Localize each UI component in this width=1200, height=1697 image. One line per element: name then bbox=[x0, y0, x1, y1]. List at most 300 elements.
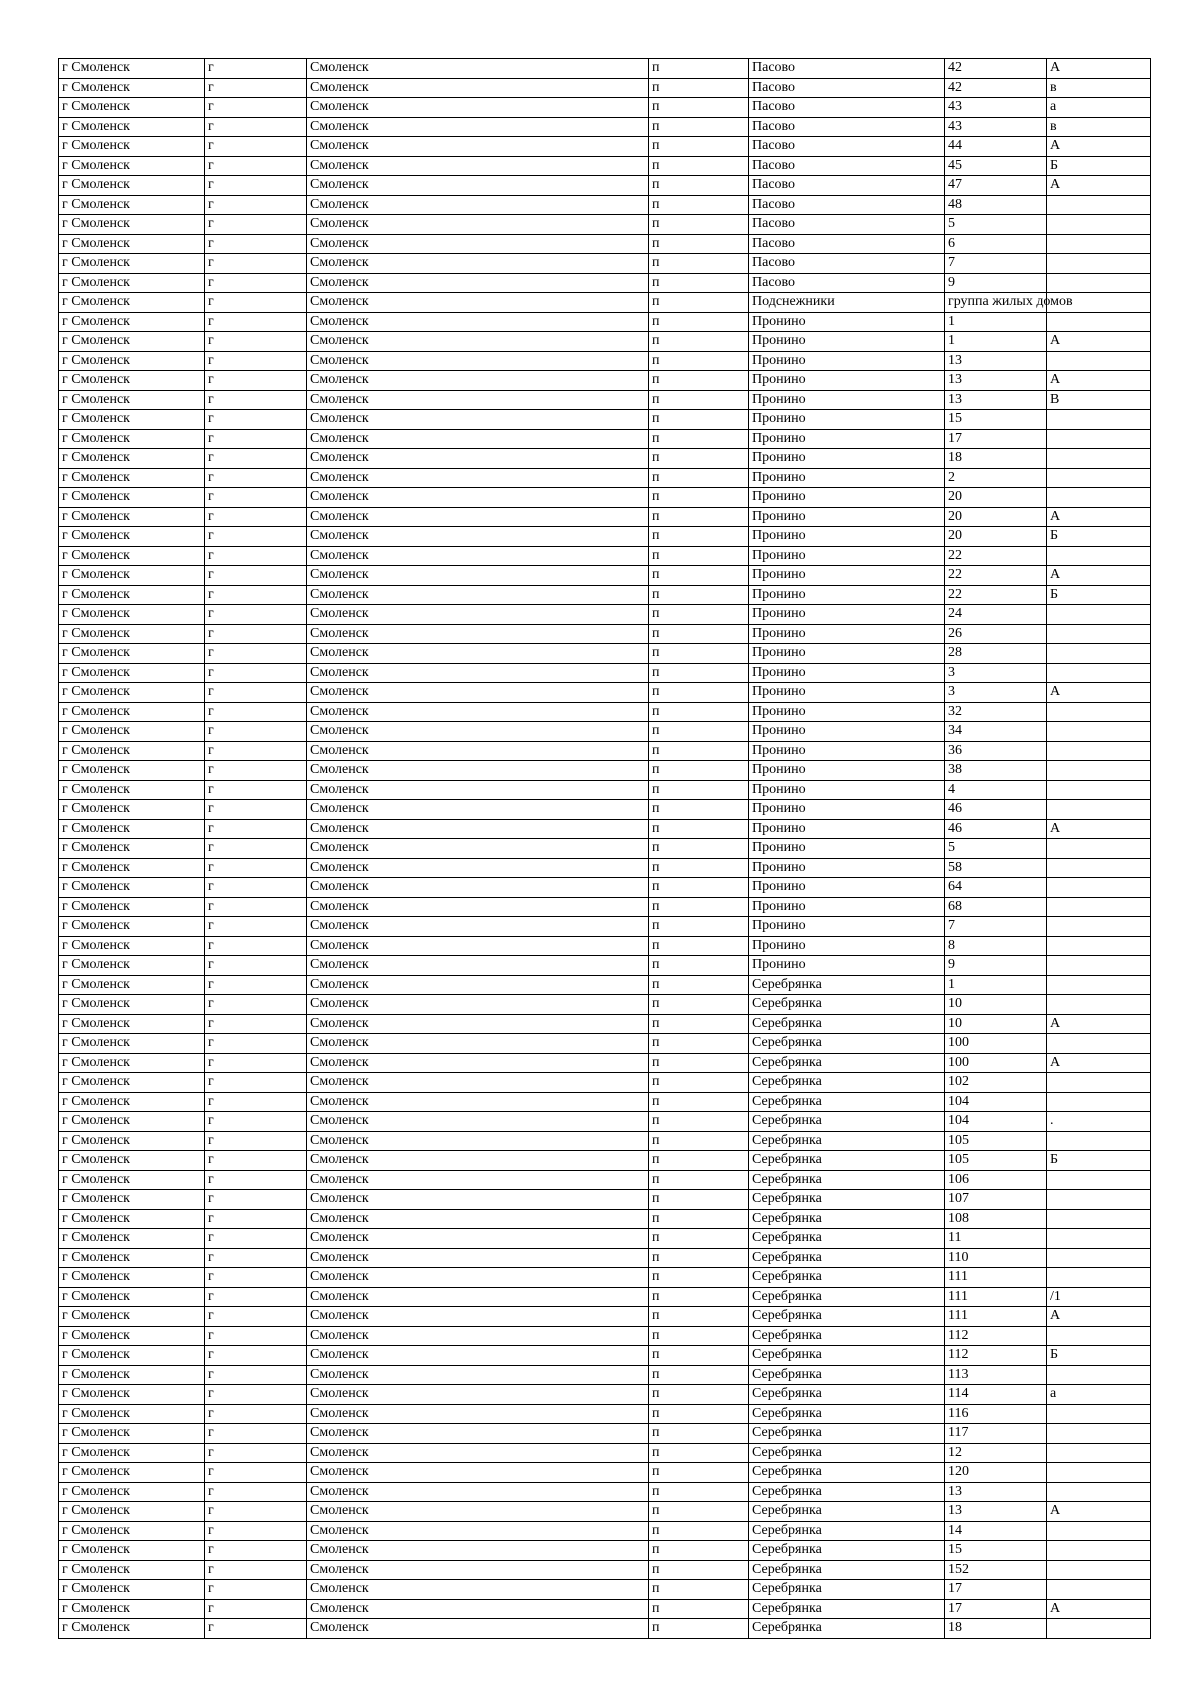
city-type-cell: г bbox=[205, 1190, 307, 1210]
city-type-cell: г bbox=[205, 507, 307, 527]
table-row bbox=[59, 156, 1151, 176]
city-type-cell: г bbox=[205, 722, 307, 742]
settlement-type-cell: п bbox=[649, 371, 749, 391]
city-type-cell: г bbox=[205, 156, 307, 176]
house-number-cell: 104 bbox=[945, 1112, 1047, 1132]
table-row bbox=[59, 917, 1151, 937]
settlement-cell: Пронино bbox=[749, 878, 945, 898]
house-number-cell: 22 bbox=[945, 585, 1047, 605]
house-letter-cell: А bbox=[1047, 176, 1151, 196]
settlement-cell: Серебрянка bbox=[749, 1385, 945, 1405]
table-row bbox=[59, 234, 1151, 254]
region-cell: г Смоленск bbox=[59, 995, 205, 1015]
table-row bbox=[59, 722, 1151, 742]
house-letter-cell bbox=[1047, 1073, 1151, 1093]
house-number-cell: 20 bbox=[945, 507, 1047, 527]
city-cell: Смоленск bbox=[307, 702, 649, 722]
house-letter-cell: а bbox=[1047, 1385, 1151, 1405]
region-cell: г Смоленск bbox=[59, 449, 205, 469]
city-cell: Смоленск bbox=[307, 819, 649, 839]
settlement-cell: Серебрянка bbox=[749, 1092, 945, 1112]
house-number-cell: 106 bbox=[945, 1170, 1047, 1190]
table-row bbox=[59, 1482, 1151, 1502]
settlement-type-cell: п bbox=[649, 137, 749, 157]
house-letter-cell bbox=[1047, 195, 1151, 215]
house-number-cell: 42 bbox=[945, 78, 1047, 98]
settlement-cell: Серебрянка bbox=[749, 1443, 945, 1463]
house-letter-cell bbox=[1047, 1170, 1151, 1190]
settlement-type-cell: п bbox=[649, 702, 749, 722]
house-letter-cell: А bbox=[1047, 137, 1151, 157]
table-row bbox=[59, 566, 1151, 586]
settlement-type-cell: п bbox=[649, 1424, 749, 1444]
city-cell: Смоленск bbox=[307, 1268, 649, 1288]
city-cell: Смоленск bbox=[307, 429, 649, 449]
settlement-type-cell: п bbox=[649, 1014, 749, 1034]
table-row bbox=[59, 683, 1151, 703]
city-type-cell: г bbox=[205, 332, 307, 352]
city-type-cell: г bbox=[205, 1326, 307, 1346]
city-cell: Смоленск bbox=[307, 390, 649, 410]
settlement-cell: Серебрянка bbox=[749, 1190, 945, 1210]
settlement-cell: Серебрянка bbox=[749, 1482, 945, 1502]
region-cell: г Смоленск bbox=[59, 410, 205, 430]
settlement-type-cell: п bbox=[649, 1248, 749, 1268]
settlement-type-cell: п bbox=[649, 1580, 749, 1600]
table-row bbox=[59, 1443, 1151, 1463]
region-cell: г Смоленск bbox=[59, 1014, 205, 1034]
house-number-cell: 1 bbox=[945, 332, 1047, 352]
house-letter-cell bbox=[1047, 1521, 1151, 1541]
house-letter-cell bbox=[1047, 1424, 1151, 1444]
region-cell: г Смоленск bbox=[59, 332, 205, 352]
settlement-type-cell: п bbox=[649, 936, 749, 956]
settlement-cell: Пронино bbox=[749, 663, 945, 683]
house-number-cell: 112 bbox=[945, 1346, 1047, 1366]
settlement-type-cell: п bbox=[649, 1560, 749, 1580]
house-letter-cell: а bbox=[1047, 98, 1151, 118]
settlement-cell: Пронино bbox=[749, 722, 945, 742]
settlement-type-cell: п bbox=[649, 995, 749, 1015]
settlement-type-cell: п bbox=[649, 234, 749, 254]
settlement-cell: Пронино bbox=[749, 800, 945, 820]
settlement-cell: Пронино bbox=[749, 741, 945, 761]
city-type-cell: г bbox=[205, 605, 307, 625]
house-number-cell: 22 bbox=[945, 546, 1047, 566]
house-number-cell: 102 bbox=[945, 1073, 1047, 1093]
house-letter-cell bbox=[1047, 215, 1151, 235]
house-letter-cell bbox=[1047, 1131, 1151, 1151]
city-type-cell: г bbox=[205, 819, 307, 839]
region-cell: г Смоленск bbox=[59, 1443, 205, 1463]
table-row bbox=[59, 546, 1151, 566]
house-number-cell: 1 bbox=[945, 312, 1047, 332]
region-cell: г Смоленск bbox=[59, 156, 205, 176]
settlement-type-cell: п bbox=[649, 410, 749, 430]
region-cell: г Смоленск bbox=[59, 1463, 205, 1483]
table-row bbox=[59, 1424, 1151, 1444]
city-type-cell: г bbox=[205, 917, 307, 937]
city-type-cell: г bbox=[205, 1034, 307, 1054]
house-letter-cell bbox=[1047, 975, 1151, 995]
region-cell: г Смоленск bbox=[59, 468, 205, 488]
region-cell: г Смоленск bbox=[59, 780, 205, 800]
city-type-cell: г bbox=[205, 780, 307, 800]
city-type-cell: г bbox=[205, 1385, 307, 1405]
region-cell: г Смоленск bbox=[59, 605, 205, 625]
settlement-type-cell: п bbox=[649, 839, 749, 859]
region-cell: г Смоленск bbox=[59, 1599, 205, 1619]
city-cell: Смоленск bbox=[307, 293, 649, 313]
city-cell: Смоленск bbox=[307, 98, 649, 118]
house-letter-cell bbox=[1047, 761, 1151, 781]
settlement-type-cell: п bbox=[649, 917, 749, 937]
table-row bbox=[59, 1268, 1151, 1288]
house-letter-cell bbox=[1047, 800, 1151, 820]
settlement-cell: Серебрянка bbox=[749, 1131, 945, 1151]
settlement-type-cell: п bbox=[649, 1170, 749, 1190]
city-cell: Смоленск bbox=[307, 917, 649, 937]
settlement-cell: Пронино bbox=[749, 332, 945, 352]
settlement-type-cell: п bbox=[649, 761, 749, 781]
settlement-cell: Подснежники bbox=[749, 293, 945, 313]
city-type-cell: г bbox=[205, 1463, 307, 1483]
region-cell: г Смоленск bbox=[59, 1502, 205, 1522]
house-number-cell: 3 bbox=[945, 683, 1047, 703]
settlement-cell: Серебрянка bbox=[749, 1268, 945, 1288]
city-cell: Смоленск bbox=[307, 1131, 649, 1151]
city-cell: Смоленск bbox=[307, 995, 649, 1015]
house-letter-cell bbox=[1047, 1092, 1151, 1112]
region-cell: г Смоленск bbox=[59, 254, 205, 274]
settlement-type-cell: п bbox=[649, 527, 749, 547]
table-row bbox=[59, 117, 1151, 137]
city-type-cell: г bbox=[205, 897, 307, 917]
city-type-cell: г bbox=[205, 1248, 307, 1268]
city-cell: Смоленск bbox=[307, 878, 649, 898]
settlement-cell: Пасово bbox=[749, 78, 945, 98]
settlement-type-cell: п bbox=[649, 332, 749, 352]
house-letter-cell bbox=[1047, 780, 1151, 800]
city-type-cell: г bbox=[205, 429, 307, 449]
house-number-cell: 64 bbox=[945, 878, 1047, 898]
table-row bbox=[59, 1034, 1151, 1054]
table-row bbox=[59, 1326, 1151, 1346]
house-number-cell: 13 bbox=[945, 1482, 1047, 1502]
region-cell: г Смоленск bbox=[59, 546, 205, 566]
settlement-cell: Серебрянка bbox=[749, 1580, 945, 1600]
table-row bbox=[59, 1463, 1151, 1483]
house-number-cell: 26 bbox=[945, 624, 1047, 644]
table-row bbox=[59, 410, 1151, 430]
city-type-cell: г bbox=[205, 975, 307, 995]
region-cell: г Смоленск bbox=[59, 1326, 205, 1346]
city-type-cell: г bbox=[205, 215, 307, 235]
settlement-type-cell: п bbox=[649, 1326, 749, 1346]
house-number-cell: 15 bbox=[945, 410, 1047, 430]
region-cell: г Смоленск bbox=[59, 1521, 205, 1541]
table-row bbox=[59, 1580, 1151, 1600]
house-letter-cell: А bbox=[1047, 507, 1151, 527]
house-letter-cell bbox=[1047, 1248, 1151, 1268]
house-number-cell: 104 bbox=[945, 1092, 1047, 1112]
settlement-type-cell: п bbox=[649, 1307, 749, 1327]
region-cell: г Смоленск bbox=[59, 215, 205, 235]
region-cell: г Смоленск bbox=[59, 1307, 205, 1327]
settlement-type-cell: п bbox=[649, 1365, 749, 1385]
city-cell: Смоленск bbox=[307, 605, 649, 625]
house-number-cell: 120 bbox=[945, 1463, 1047, 1483]
settlement-cell: Пасово bbox=[749, 117, 945, 137]
settlement-type-cell: п bbox=[649, 1229, 749, 1249]
city-type-cell: г bbox=[205, 1404, 307, 1424]
city-cell: Смоленск bbox=[307, 1307, 649, 1327]
region-cell: г Смоленск bbox=[59, 1541, 205, 1561]
city-type-cell: г bbox=[205, 1307, 307, 1327]
table-row bbox=[59, 839, 1151, 859]
house-letter-cell: А bbox=[1047, 332, 1151, 352]
house-letter-cell bbox=[1047, 429, 1151, 449]
city-cell: Смоленск bbox=[307, 332, 649, 352]
house-letter-cell bbox=[1047, 663, 1151, 683]
region-cell: г Смоленск bbox=[59, 878, 205, 898]
city-type-cell: г bbox=[205, 1287, 307, 1307]
settlement-cell: Пронино bbox=[749, 390, 945, 410]
city-type-cell: г bbox=[205, 351, 307, 371]
house-letter-cell: А bbox=[1047, 1502, 1151, 1522]
settlement-type-cell: п bbox=[649, 644, 749, 664]
city-type-cell: г bbox=[205, 741, 307, 761]
settlement-cell: Пронино bbox=[749, 546, 945, 566]
house-number-cell: 7 bbox=[945, 917, 1047, 937]
city-type-cell: г bbox=[205, 98, 307, 118]
settlement-type-cell: п bbox=[649, 429, 749, 449]
settlement-cell: Серебрянка bbox=[749, 1541, 945, 1561]
city-cell: Смоленск bbox=[307, 176, 649, 196]
house-letter-cell bbox=[1047, 839, 1151, 859]
house-number-cell: 108 bbox=[945, 1209, 1047, 1229]
city-type-cell: г bbox=[205, 936, 307, 956]
city-type-cell: г bbox=[205, 644, 307, 664]
house-letter-cell: . bbox=[1047, 1112, 1151, 1132]
city-cell: Смоленск bbox=[307, 761, 649, 781]
house-letter-cell bbox=[1047, 1560, 1151, 1580]
table-row bbox=[59, 1541, 1151, 1561]
city-cell: Смоленск bbox=[307, 683, 649, 703]
house-number-cell: 58 bbox=[945, 858, 1047, 878]
table-row bbox=[59, 488, 1151, 508]
house-letter-cell bbox=[1047, 1229, 1151, 1249]
region-cell: г Смоленск bbox=[59, 917, 205, 937]
house-number-cell: 17 bbox=[945, 1599, 1047, 1619]
settlement-type-cell: п bbox=[649, 1092, 749, 1112]
house-number-cell: 9 bbox=[945, 956, 1047, 976]
settlement-cell: Серебрянка bbox=[749, 1073, 945, 1093]
table-row bbox=[59, 897, 1151, 917]
house-letter-cell: Б bbox=[1047, 527, 1151, 547]
region-cell: г Смоленск bbox=[59, 897, 205, 917]
settlement-cell: Серебрянка bbox=[749, 1034, 945, 1054]
house-letter-cell bbox=[1047, 897, 1151, 917]
house-number-cell: 48 bbox=[945, 195, 1047, 215]
house-number-cell: 110 bbox=[945, 1248, 1047, 1268]
table-row bbox=[59, 702, 1151, 722]
table-row bbox=[59, 1346, 1151, 1366]
region-cell: г Смоленск bbox=[59, 371, 205, 391]
city-cell: Смоленск bbox=[307, 741, 649, 761]
house-number-cell: 14 bbox=[945, 1521, 1047, 1541]
settlement-cell: Пронино bbox=[749, 468, 945, 488]
settlement-cell: Пронино bbox=[749, 956, 945, 976]
house-number-cell: 5 bbox=[945, 215, 1047, 235]
table-row bbox=[59, 663, 1151, 683]
city-cell: Смоленск bbox=[307, 59, 649, 79]
table-row bbox=[59, 1521, 1151, 1541]
settlement-type-cell: п bbox=[649, 98, 749, 118]
region-cell: г Смоленск bbox=[59, 761, 205, 781]
house-letter-cell: в bbox=[1047, 117, 1151, 137]
settlement-type-cell: п bbox=[649, 507, 749, 527]
house-number-cell: 17 bbox=[945, 429, 1047, 449]
settlement-cell: Серебрянка bbox=[749, 1307, 945, 1327]
settlement-type-cell: п bbox=[649, 1112, 749, 1132]
city-cell: Смоленск bbox=[307, 1346, 649, 1366]
house-number-cell: 13 bbox=[945, 371, 1047, 391]
settlement-cell: Пронино bbox=[749, 683, 945, 703]
house-letter-cell: А bbox=[1047, 683, 1151, 703]
settlement-type-cell: п bbox=[649, 1131, 749, 1151]
settlement-type-cell: п bbox=[649, 624, 749, 644]
table-row bbox=[59, 507, 1151, 527]
city-cell: Смоленск bbox=[307, 1092, 649, 1112]
city-type-cell: г bbox=[205, 800, 307, 820]
city-cell: Смоленск bbox=[307, 1229, 649, 1249]
house-number-cell: 13 bbox=[945, 390, 1047, 410]
city-cell: Смоленск bbox=[307, 1053, 649, 1073]
settlement-type-cell: п bbox=[649, 1151, 749, 1171]
region-cell: г Смоленск bbox=[59, 858, 205, 878]
city-type-cell: г bbox=[205, 1073, 307, 1093]
city-type-cell: г bbox=[205, 488, 307, 508]
house-number-cell: 13 bbox=[945, 1502, 1047, 1522]
region-cell: г Смоленск bbox=[59, 1131, 205, 1151]
city-cell: Смоленск bbox=[307, 1541, 649, 1561]
city-cell: Смоленск bbox=[307, 371, 649, 391]
city-type-cell: г bbox=[205, 566, 307, 586]
settlement-type-cell: п bbox=[649, 1346, 749, 1366]
region-cell: г Смоленск bbox=[59, 1053, 205, 1073]
table-row bbox=[59, 312, 1151, 332]
table-row bbox=[59, 390, 1151, 410]
table-row bbox=[59, 468, 1151, 488]
region-cell: г Смоленск bbox=[59, 195, 205, 215]
house-letter-cell: А bbox=[1047, 1599, 1151, 1619]
settlement-type-cell: п bbox=[649, 449, 749, 469]
table-row bbox=[59, 800, 1151, 820]
city-cell: Смоленск bbox=[307, 975, 649, 995]
table-row bbox=[59, 1560, 1151, 1580]
settlement-cell: Серебрянка bbox=[749, 1463, 945, 1483]
house-letter-cell bbox=[1047, 917, 1151, 937]
settlement-cell: Пронино bbox=[749, 488, 945, 508]
house-number-cell: 6 bbox=[945, 234, 1047, 254]
house-letter-cell bbox=[1047, 956, 1151, 976]
region-cell: г Смоленск bbox=[59, 390, 205, 410]
city-type-cell: г bbox=[205, 1131, 307, 1151]
table-row bbox=[59, 1502, 1151, 1522]
settlement-type-cell: п bbox=[649, 819, 749, 839]
region-cell: г Смоленск bbox=[59, 1112, 205, 1132]
city-cell: Смоленск bbox=[307, 1170, 649, 1190]
city-type-cell: г bbox=[205, 995, 307, 1015]
city-cell: Смоленск bbox=[307, 546, 649, 566]
house-letter-cell: А bbox=[1047, 1053, 1151, 1073]
table-row bbox=[59, 975, 1151, 995]
table-row bbox=[59, 1287, 1151, 1307]
region-cell: г Смоленск bbox=[59, 702, 205, 722]
settlement-type-cell: п bbox=[649, 956, 749, 976]
house-letter-cell bbox=[1047, 858, 1151, 878]
house-number-cell: 116 bbox=[945, 1404, 1047, 1424]
city-cell: Смоленск bbox=[307, 780, 649, 800]
region-cell: г Смоленск bbox=[59, 936, 205, 956]
city-cell: Смоленск bbox=[307, 1326, 649, 1346]
house-number-cell: 13 bbox=[945, 351, 1047, 371]
city-type-cell: г bbox=[205, 1560, 307, 1580]
city-type-cell: г bbox=[205, 1521, 307, 1541]
city-type-cell: г bbox=[205, 1599, 307, 1619]
settlement-cell: Серебрянка bbox=[749, 1599, 945, 1619]
settlement-cell: Пасово bbox=[749, 273, 945, 293]
house-letter-cell: Б bbox=[1047, 156, 1151, 176]
city-type-cell: г bbox=[205, 683, 307, 703]
region-cell: г Смоленск bbox=[59, 1365, 205, 1385]
house-letter-cell: Б bbox=[1047, 1151, 1151, 1171]
settlement-cell: Серебрянка bbox=[749, 1151, 945, 1171]
settlement-type-cell: п bbox=[649, 1385, 749, 1405]
settlement-cell: Пасово bbox=[749, 98, 945, 118]
region-cell: г Смоленск bbox=[59, 1482, 205, 1502]
house-letter-cell bbox=[1047, 468, 1151, 488]
settlement-type-cell: п bbox=[649, 1034, 749, 1054]
settlement-cell: Пронино bbox=[749, 507, 945, 527]
region-cell: г Смоленск bbox=[59, 683, 205, 703]
city-type-cell: г bbox=[205, 663, 307, 683]
city-type-cell: г bbox=[205, 410, 307, 430]
house-number-cell: 24 bbox=[945, 605, 1047, 625]
city-cell: Смоленск bbox=[307, 1560, 649, 1580]
settlement-type-cell: п bbox=[649, 566, 749, 586]
house-number-cell: 10 bbox=[945, 1014, 1047, 1034]
table-row bbox=[59, 59, 1151, 79]
settlement-cell: Серебрянка bbox=[749, 1229, 945, 1249]
table-row bbox=[59, 956, 1151, 976]
region-cell: г Смоленск bbox=[59, 98, 205, 118]
settlement-cell: Пронино bbox=[749, 819, 945, 839]
city-cell: Смоленск bbox=[307, 351, 649, 371]
house-number-cell: 44 bbox=[945, 137, 1047, 157]
settlement-cell: Пасово bbox=[749, 156, 945, 176]
region-cell: г Смоленск bbox=[59, 1404, 205, 1424]
city-cell: Смоленск bbox=[307, 1365, 649, 1385]
house-letter-cell bbox=[1047, 1463, 1151, 1483]
city-cell: Смоленск bbox=[307, 1619, 649, 1639]
region-cell: г Смоленск bbox=[59, 1580, 205, 1600]
settlement-cell: Серебрянка bbox=[749, 1560, 945, 1580]
city-cell: Смоленск bbox=[307, 195, 649, 215]
house-number-cell: 11 bbox=[945, 1229, 1047, 1249]
settlement-type-cell: п bbox=[649, 585, 749, 605]
